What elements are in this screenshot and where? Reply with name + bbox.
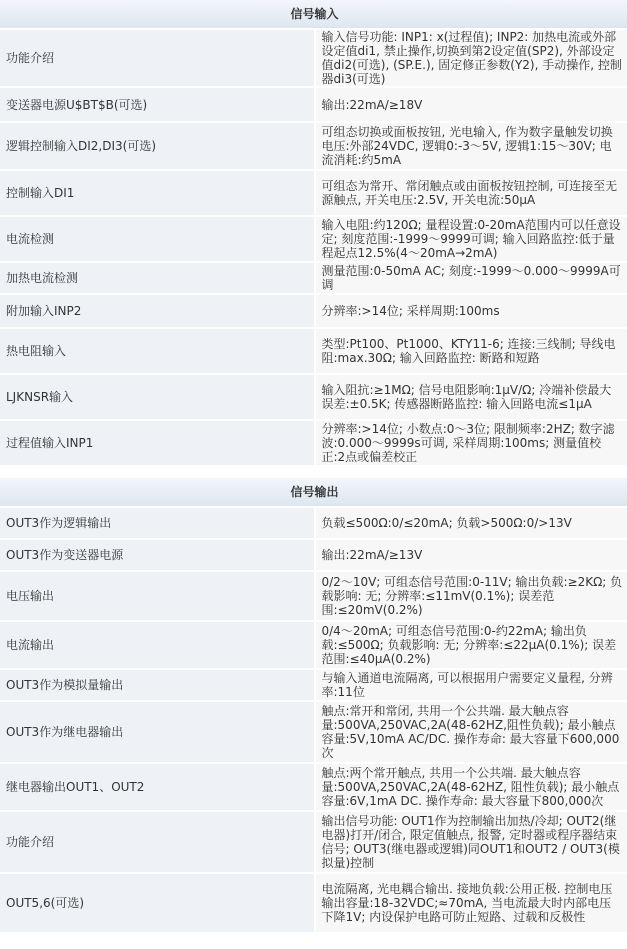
table-row	[0, 295, 627, 329]
row-label: LJKNSR输入	[0, 375, 314, 421]
row-value: 测量范围:0-50mA AC; 刻度:-1999～0.000～9999A可调	[314, 263, 627, 295]
row-value: 输出:22mA/≥18V	[314, 88, 627, 123]
row-label: OUT3作为变送器电源	[0, 540, 314, 572]
row-value: 0/2～10V; 可组态信号范围:0-11V; 输出负载:≥2KΩ; 负载影响: 无; 分辨率:≤11mV(0.1%); 误差范围:≤20mV(0.2%)	[314, 572, 627, 622]
row-label: 功能介绍	[0, 30, 314, 88]
table-row	[0, 123, 627, 171]
table-row	[0, 812, 627, 874]
row-value: 触点:两个常开触点, 共用一个公共端. 最大触点容量:500VA,250VAC,2A(48-62HZ, 阻性负载); 最小触点容量:6V,1mA DC. 操作寿命: 最大容量下800,000次	[314, 764, 627, 812]
table-row	[0, 670, 627, 702]
row-value: 0/4～20mA; 可组态信号范围:0-约22mA; 输出负载:≤500Ω; 负载影响: 无; 分辨率:≤22μA(0.1%); 误差范围:≤40μA(0.2%)	[314, 622, 627, 670]
row-label: 附加输入INP2	[0, 295, 314, 329]
row-label: 加热电流检测	[0, 263, 314, 295]
table-row	[0, 764, 627, 812]
row-label: 逻辑控制输入DI2,DI3(可选)	[0, 123, 314, 171]
row-value: 与输入通道电流隔离, 可以根据用户需要定义量程, 分辨率:11位	[314, 670, 627, 702]
row-label: 电流检测	[0, 217, 314, 263]
row-label: OUT3作为逻辑输出	[0, 508, 314, 540]
section-spacer	[0, 467, 627, 478]
table-row	[0, 540, 627, 572]
row-value: 分辨率:>14位; 采样周期:100ms	[314, 295, 627, 329]
row-label: 功能介绍	[0, 812, 314, 874]
section-header-signal-input	[0, 0, 627, 30]
row-value: 输出:22mA/≥13V	[314, 540, 627, 572]
row-label: 继电器输出OUT1、OUT2	[0, 764, 314, 812]
row-value: 可组态为常开、常闭触点或由面板按钮控制, 可连接至无源触点, 开关电压:2.5V, 开关电流:50μA	[314, 171, 627, 217]
table-row	[0, 329, 627, 375]
table-row	[0, 171, 627, 217]
row-label: 过程值输入INP1	[0, 421, 314, 467]
row-value: 输入阻抗:≥1MΩ; 信号电阻影响:1μV/Ω; 冷端补偿最大误差:±0.5K; 传感器断路监控: 输入回路电流≤1μA	[314, 375, 627, 421]
row-label: OUT3作为模拟量输出	[0, 670, 314, 702]
table-row	[0, 217, 627, 263]
row-label: OUT5,6(可选)	[0, 874, 314, 934]
table-row	[0, 572, 627, 622]
table-row	[0, 508, 627, 540]
row-value: 输入电阻:约120Ω; 量程设置:0-20mA范围内可以任意设定; 刻度范围:-1999～9999可调; 输入回路监控:低于量程起点12.5%(4～20mA→2mA)	[314, 217, 627, 263]
table-row	[0, 375, 627, 421]
row-value: 触点:常开和常闭, 共用一个公共端. 最大触点容量:500VA,250VAC,2A(48-62HZ,阻性负载); 最小触点容量:5V,10mA AC/DC. 操作寿命: 最大容量下600,000次	[314, 702, 627, 764]
row-value: 分辨率:>14位; 小数点:0～3位; 限制频率:2HZ; 数字滤波:0.000～9999s可调, 采样周期:100ms; 测量值校正:2点或偏差校正	[314, 421, 627, 467]
table-row	[0, 88, 627, 123]
row-value: 负载≤500Ω:0/≤20mA; 负载>500Ω:0/>13V	[314, 508, 627, 540]
section-title: 信号输入	[0, 0, 627, 30]
row-label: 变送器电源U$BT$B(可选)	[0, 88, 314, 123]
row-value: 电流隔离, 光电耦合输出. 接地负载:公用正极. 控制电压输出容量:18-32VDC;≈70mA, 当电流最大时内部电压下降1V; 内设保护电路可防止短路、过载和反极性	[314, 874, 627, 934]
table-row	[0, 30, 627, 88]
row-label: 电流输出	[0, 622, 314, 670]
table-row	[0, 874, 627, 934]
row-label: OUT3作为继电器输出	[0, 702, 314, 764]
table-row	[0, 263, 627, 295]
table-row	[0, 702, 627, 764]
section-header-signal-output	[0, 478, 627, 508]
row-label: 电压输出	[0, 572, 314, 622]
row-value: 类型:Pt100、Pt1000、KTY11-6; 连接:三线制; 导线电阻:max.30Ω; 输入回路监控: 断路和短路	[314, 329, 627, 375]
table-row	[0, 421, 627, 467]
row-label: 热电阻输入	[0, 329, 314, 375]
section-title: 信号输出	[0, 478, 627, 508]
row-label: 控制输入DI1	[0, 171, 314, 217]
row-value: 输出信号功能: OUT1作为控制输出加热/冷却; OUT2(继电器)打开/闭合, 限定值触点, 报警, 定时器或程序器结束信号; OUT3(继电器或逻辑)同OUT1和OUT2 / OUT3(模拟量)控制	[314, 812, 627, 874]
row-value: 可组态切换或面板按钮, 光电输入, 作为数字量触发切换电压:外部24VDC, 逻辑0:-3～5V, 逻辑1:15～30V; 电流消耗:约5mA	[314, 123, 627, 171]
table-row	[0, 622, 627, 670]
row-value: 输入信号功能: INP1: x(过程值); INP2: 加热电流或外部设定值di1, 禁止操作,切换到第2设定值(SP2), 外部设定值di2(可选), (SP.E.), 固定修正参数(Y2), 手动操作, 控制器di3(可选)	[314, 30, 627, 88]
